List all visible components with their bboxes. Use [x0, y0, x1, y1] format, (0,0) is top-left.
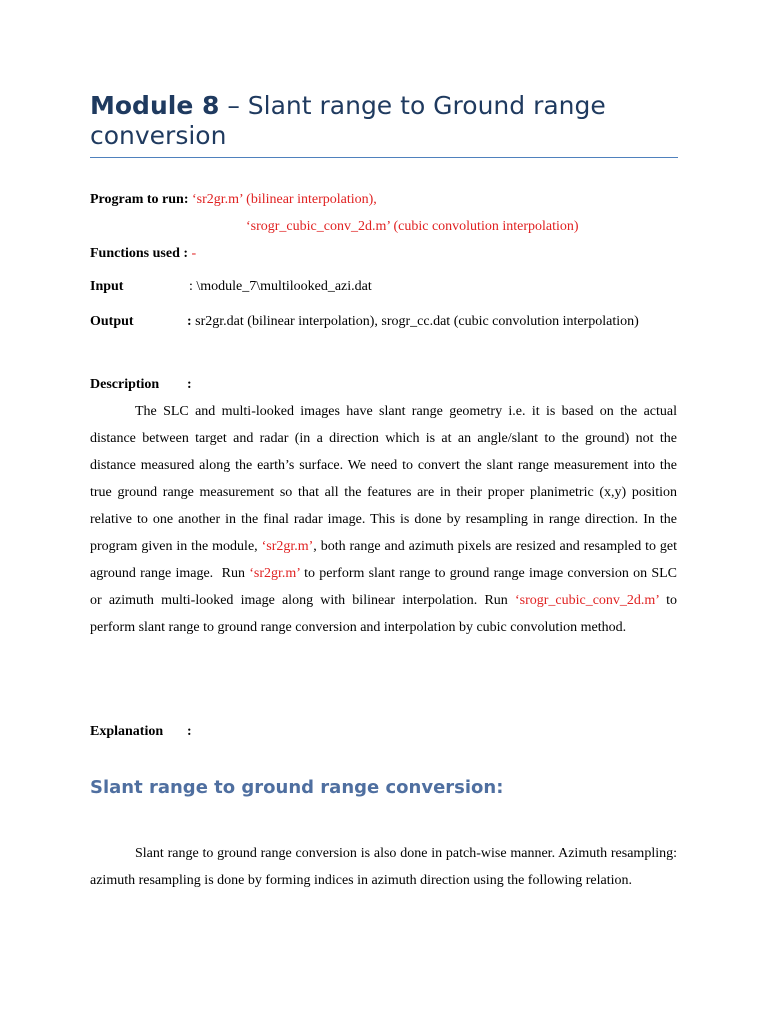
section-paragraph-text: Slant range to ground range conversion is also done in patch-wise manner. Azimuth resampling: azimuth resampling is done by forming indices in azimuth direction using the following relation.: [90, 846, 677, 888]
program-row-2: [246, 219, 579, 235]
input-value: : \module_7\multilooked_azi.dat: [189, 279, 372, 294]
output-row: [90, 314, 134, 330]
description-paragraph: [90, 398, 677, 641]
functions-value: -: [188, 246, 197, 261]
description-text-4: to perform slant range to ground range conversion and interpolation by cubic convolution method.: [90, 593, 677, 635]
explanation-row: [90, 724, 163, 740]
description-label: Description: [90, 377, 160, 392]
section-heading: Slant range to ground range conversion:: [90, 777, 504, 798]
description-colon: :: [187, 377, 192, 392]
program-row: [90, 192, 377, 208]
program-ref-sr2gr: ‘sr2gr.m’: [261, 539, 314, 554]
program-ref-cubic: ‘srogr_cubic_conv_2d.m’: [514, 593, 659, 608]
input-row: [90, 279, 123, 295]
description-row: [90, 377, 159, 393]
functions-row: [90, 246, 196, 262]
title-underline: [90, 157, 678, 158]
description-text-1: The SLC and multi-looked images have slant range geometry i.e. it is based on the actual distance between target and radar (in a direction which is at an angle/slant to the ground) not the distance measured along the earth’s surface. We need to convert the slant range measurement into the true ground range measurement so that all the features are in their proper planimetric (x,y) position relative to one another in the final radar image. This is done by resampling in range direction. In the program given in the module,: [90, 404, 677, 554]
program-file-bilinear: ‘sr2gr.m’ (bilinear interpolation),: [188, 192, 377, 207]
output-label: Output: [90, 314, 134, 329]
description-colon-row: [187, 377, 192, 393]
input-label: Input: [90, 279, 124, 294]
explanation-colon-row: [187, 724, 192, 740]
explanation-label: Explanation: [90, 724, 164, 739]
output-value: sr2gr.dat (bilinear interpolation), srogr_cc.dat (cubic convolution interpolation): [191, 314, 639, 329]
description-text-2: , both range and azimuth pixels are resized and resampled to get aground range image. Run: [90, 539, 677, 581]
input-value-row: [189, 279, 372, 295]
functions-label: Functions used :: [90, 246, 189, 261]
program-file-cubic: ‘srogr_cubic_conv_2d.m’ (cubic convolution interpolation): [246, 219, 579, 234]
module-number: Module 8: [90, 91, 220, 120]
output-value-row: [187, 314, 639, 330]
explanation-colon: :: [187, 724, 192, 739]
description-text-3: to perform slant range to ground range image conversion on SLC or azimuth multi-looked image along with bilinear interpolation. Run: [90, 566, 678, 608]
program-ref-sr2gr-2: ‘sr2gr.m’: [249, 566, 300, 581]
section-paragraph: [90, 840, 677, 894]
title-text: – Slant range to Ground range conversion: [90, 91, 606, 150]
page-title: [90, 91, 690, 151]
program-label: Program to run:: [90, 192, 189, 207]
output-colon: :: [187, 314, 192, 329]
